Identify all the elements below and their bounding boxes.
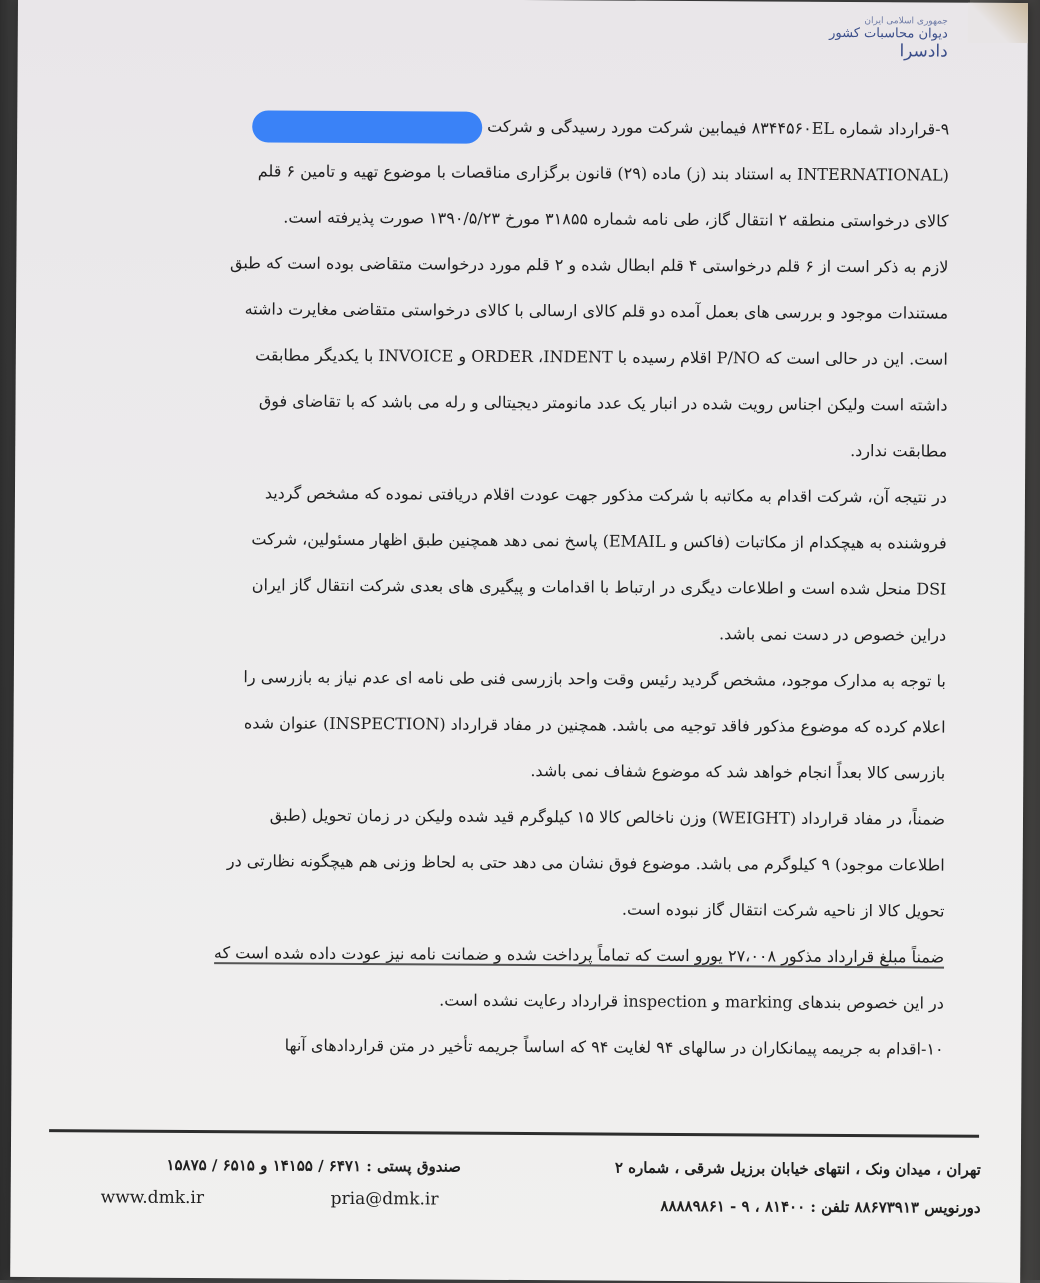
text-line: در این خصوص بندهای marking و inspection قرارداد رعایت نشده است. — [439, 990, 944, 1013]
text-line: بازرسی کالا بعداً انجام خواهد شد که موضوع شفاف نمی باشد. — [530, 761, 946, 783]
footer-divider — [49, 1129, 979, 1138]
text-line: فروشنده به هیچکدام از مکاتبات (فاکس و EMAIL) پاسخ نمی دهد همچنین طبق اظهار مسئولین، شرکت — [251, 529, 947, 553]
footer-address: تهران ، میدان ونک ، انتهای خیابان برزیل شرقی ، شماره ۲ — [614, 1158, 981, 1179]
text-line: مستندات موجود و بررسی های بعمل آمده دو قلم کالای ارسالی با کالای درخواستی متقاضی مغایرت داشته — [244, 299, 949, 323]
text-line: ۹-قرارداد شماره ۸۳۴۴۵۶۰EL فیمابین شرکت مورد رسیدگی و شرکت — [97, 101, 949, 152]
document-page — [10, 0, 1028, 1283]
official-stamp — [768, 15, 948, 61]
text-line — [92, 929, 944, 980]
footer-contact-left — [81, 1145, 461, 1185]
text-line: اطلاعات موجود) ۹ کیلوگرم می باشد. موضوع فوق نشان می دهد حتی به لحاظ وزنی هم هیچگونه نظارتی در — [226, 851, 945, 875]
text-line: ضمناً، در مفاد قرارداد (WEIGHT) وزن ناخالص کالا ۱۵ کیلوگرم قید شده ولیکن در زمان تحویل (طبق — [269, 805, 946, 829]
text-line: لازم به ذکر است از ۶ قلم درخواستی ۴ قلم ابطال شده و ۲ قلم مورد درخواست متقاضی بوده است که طبق — [229, 253, 949, 277]
text-line: کالای درخواستی منطقه ۲ انتقال گاز، طی نامه شماره ۳۱۸۵۵ مورخ ۱۳۹۰/۵/۲۳ صورت پذیرفته است. — [283, 207, 949, 231]
stamp-top-text: جمهوری اسلامی ایران — [864, 16, 948, 27]
underlined-text: ضمناً مبلغ قرارداد مذکور ۲۷،۰۰۸ یورو است که تماماً پرداخت شده و ضمانت نامه نیز عودت داده شده است که — [213, 943, 945, 967]
text-line: تحویل کالا از ناحیه شرکت انتقال گاز نبوده است. — [621, 899, 945, 921]
text-line: ۱۰-اقدام به جریمه پیمانکاران در سالهای ۹۴ لغایت ۹۴ که اساساً جریمه تأخیر در متن قراردادهای آنها — [284, 1035, 944, 1059]
text-line: اعلام کرده که موضوع مذکور فاقد توجیه می باشد. همچنین در مفاد قرارداد (INSPECTION) عنوان شده — [243, 713, 946, 737]
page-corner-fold — [968, 3, 1028, 43]
stamp-sign-text: دادسرا — [899, 41, 948, 62]
text-line: DSI منحل شده است و اطلاعات دیگری در ارتباط با اقدامات و پیگیری های بعدی شرکت انتقال گاز ایران — [251, 575, 947, 599]
redaction-mark — [252, 110, 482, 143]
text-line: در نتیجه آن، شرکت اقدام به مکاتبه با شرکت مذکور جهت عودت اقلام دریافتی نموده که مشخص گردید — [264, 483, 948, 507]
stamp-org-text: دیوان محاسبات کشور — [829, 25, 948, 42]
text-line: است. این در حالی است که P/NO اقلام رسیده با ORDER ،INDENT و INVOICE با یکدیگر مطابقت — [255, 345, 948, 369]
footer-website: www.dmk.ir — [100, 1187, 205, 1209]
text-line: مطابقت ندارد. — [850, 441, 948, 461]
footer-postal: صندوق پستی : ۶۴۷۱ / ۱۴۱۵۵ و ۶۵۱۵ / ۱۵۸۷۵ — [166, 1155, 461, 1176]
text-line: با توجه به مدارک موجود، مشخص گردید رئیس وقت واحد بازرسی فنی طی نامه ای عدم نیاز به بازرسی را — [243, 667, 946, 691]
document-body — [91, 101, 949, 1072]
footer-email: pria@dmk.ir — [330, 1188, 439, 1210]
text-line: دراین خصوص در دست نمی باشد. — [718, 624, 947, 645]
letterhead-footer — [51, 1145, 981, 1231]
footer-phone: دورنویس ۸۸۶۷۳۹۱۳ تلفن : ۸۱۴۰۰ ، ۹ - ۸۸۸۸۹۸۶۱ — [660, 1196, 981, 1217]
text-line: داشته است ولیکن اجناس رویت شده در انبار یک عدد مانومتر دیجیتالی و رله می باشد که با تقاضای فوق — [258, 391, 948, 415]
text-line: (INTERNATIONAL به استناد بند (ز) ماده (۲۹) قانون برگزاری مناقصات با موضوع تهیه و تامین ۶ قلم — [257, 161, 949, 185]
footer-contact-right — [521, 1148, 981, 1227]
